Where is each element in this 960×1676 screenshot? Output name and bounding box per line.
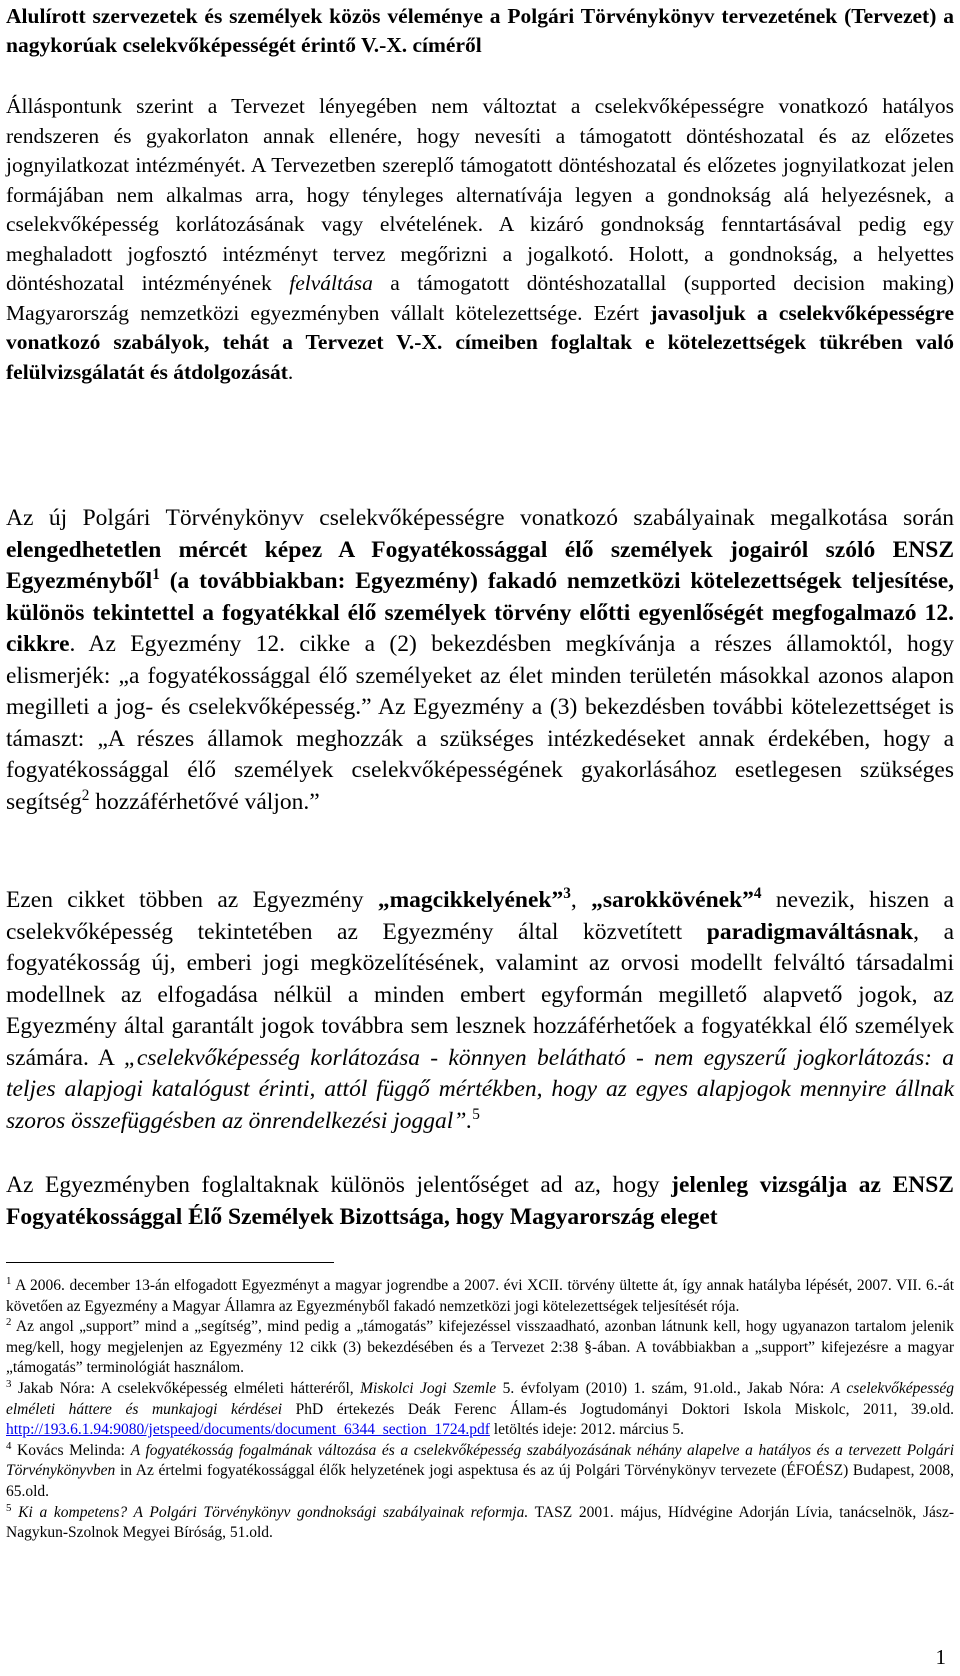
footnotes bbox=[6, 1276, 954, 1544]
footnote-5 bbox=[6, 1503, 954, 1544]
footnote-3-number: 3 bbox=[6, 1377, 12, 1390]
footnote-2-number: 2 bbox=[6, 1316, 12, 1329]
document-title: Alulírott szervezetek és személyek közös véleménye a Polgári Törvénykönyv tervezetének (Tervezet) a nagykorúak cselekvőképességét érintő V.-X. címéről bbox=[6, 4, 954, 57]
footnote-3-text-c: PhD értekezés Deák Ferenc Állam-és Jogtudományi Doktori Iskola Miskolc, 2011, 39.old. bbox=[282, 1400, 954, 1418]
footnote-3-text-a: Jakab Nóra: A cselekvőképesség elméleti hátteréről, bbox=[11, 1379, 361, 1397]
footnote-1 bbox=[6, 1276, 954, 1317]
p2-bold-1: elengedhetetlen mércét képez A Fogyatékossággal élő személyek jogairól szóló ENSZ Egyezményből bbox=[6, 536, 954, 594]
p1-text-c: . bbox=[287, 359, 294, 384]
footnote-4-number: 4 bbox=[6, 1439, 12, 1452]
p1-text-b: a támogatott döntéshozatallal (supported decision making) Magyarország nemzetközi egyezményben vállalt kötelezettsége. Ezért bbox=[6, 271, 954, 325]
footnote-2-text: Az angol „support” mind a „segítség”, mind pedig a „támogatás” kifejezéssel visszaadható, azonban látnunk kell, hogy ugyanazon tartalom jelenik meg/kell, hogy megjelenjen az Egyezmény 12 cikk (3) bekezdésében és a Tervezet 2:38 §-ában. A továbbiakban a „support” kifejezésre a magyar „támogatás” terminológiát használom. bbox=[6, 1318, 954, 1377]
p1-text-a: Álláspontunk szerint a Tervezet lényegében nem változtat a cselekvőképességre vonatkozó hatályos rendszeren és gyakorlaton annak ellenére, hogy nevesíti a támogatott döntéshozatal és az előzetes jognyilatkozat intézményét. A Tervezetben szereplő támogatott döntéshozatal és előzetes jognyilatkozat jelen formájában nem alkalmas arra, hogy tényleges alternatívája legyen a gondnokság alá helyezésnek, a cselekvőképesség korlátozásának vagy elvételének. A kizáró gondnokság fenntartásával pedig egy meghaladott jogfosztó intézményt tervez megőrizni a jogalkotó. Holott, a gondnokság, a helyettes döntéshozatal intézményének bbox=[6, 94, 954, 295]
footnote-1-number: 1 bbox=[6, 1274, 12, 1287]
footnote-ref-1[interactable]: 1 bbox=[152, 566, 160, 584]
p4-text-a: Az Egyezményben foglaltaknak különös jelentőséget ad az, hogy bbox=[6, 1172, 672, 1198]
footnote-3 bbox=[6, 1379, 954, 1441]
p1-bold-1: javasoljuk a cselekvőképességre vonatkozó szabályok, tehát a Tervezet V.-X. címeiben foglaltak e kötelezettségek tükrében való felülvizsgálatát és átdolgozását bbox=[6, 300, 954, 384]
footnote-3-text-b: 5. évfolyam (2010) 1. szám, 91.old., Jakab Nóra: bbox=[496, 1379, 831, 1397]
footnote-5-text-b: TASZ 2001. május, Hídvégine Adorján Lívia, tanácselnök, Jász-Nagykun-Szolnok Megyei Bíróság, 51.old. bbox=[6, 1503, 954, 1542]
footnote-ref-3[interactable]: 3 bbox=[563, 885, 571, 903]
footnote-2 bbox=[6, 1317, 954, 1379]
p3-bold-1: „magcikkelyének” bbox=[377, 887, 564, 913]
footnote-4-text-b: in Az értelmi fogyatékossággal élők helyzetének jogi aspektusa és az új Polgári Törvénykönyv tervezete (ÉFOÉSZ) Budapest, 2008, 65.old. bbox=[6, 1462, 954, 1500]
p1-italic-1: felváltása bbox=[289, 271, 373, 295]
p4-bold-1: jelenleg vizsgálja az ENSZ Fogyatékossággal Élő Személyek Bizottsága, hogy Magyarország eleget bbox=[6, 1172, 954, 1230]
paragraph-1 bbox=[6, 92, 954, 387]
p3-text-b: , bbox=[570, 887, 592, 913]
paragraph-3 bbox=[6, 885, 954, 1137]
p3-text-a: Ezen cikket többen az Egyezmény bbox=[6, 887, 378, 913]
paragraph-4 bbox=[6, 1170, 954, 1233]
footnote-4-title: A fogyatékosság fogalmának változása és a cselekvőképesség szabályozásának néhány alapelve a hatályos és a tervezett Polgári Törvénykönyvben bbox=[6, 1441, 954, 1480]
footnote-4-text-a: Kovács Melinda: bbox=[11, 1441, 131, 1459]
footnote-ref-4[interactable]: 4 bbox=[753, 885, 762, 903]
footnote-ref-2[interactable]: 2 bbox=[81, 786, 90, 804]
page-number: 1 bbox=[935, 1645, 946, 1669]
p3-text-c: nevezik, hiszen a cselekvőképesség tekintetében az Egyezmény által közvetített bbox=[6, 887, 954, 945]
footnote-5-number: 5 bbox=[6, 1501, 12, 1514]
footnote-3-journal: Miskolci Jogi Szemle bbox=[360, 1379, 497, 1397]
paragraph-2 bbox=[6, 503, 954, 818]
footnote-ref-5[interactable]: 5 bbox=[472, 1105, 480, 1123]
footnote-3-thesis-title: A cselekvőképesség elméleti háttere és munkajogi kérdései bbox=[6, 1379, 954, 1418]
p2-text-c: hozzáférhetővé váljon.” bbox=[89, 788, 320, 815]
p2-bold-2: (a továbbiakban: Egyezmény) fakadó nemzetközi kötelezettségek teljesítése, különös tekintettel a fogyatékkal élő személyek törvény előtti egyenlőségét megfogalmazó 12. cikkre bbox=[6, 568, 954, 657]
footnote-4 bbox=[6, 1441, 954, 1503]
footnote-5-title: Ki a kompetens? A Polgári Törvénykönyv gondnoksági szabályainak reformja. bbox=[11, 1503, 529, 1521]
footnote-separator bbox=[6, 1262, 334, 1263]
p3-text-d: , a fogyatékosság új, emberi jogi megközelítésének, valamint az orvosi modellt felváltó társadalmi modellnek az elfogadása nélkül a minden embert egyformán megillető alapvető jogok, az Egyezmény által garantált jogok továbbra sem lesznek hozzáférhetőek a fogyatékkal élő személyek számára. A bbox=[6, 918, 954, 1071]
p3-bold-2: „sarokkövének” bbox=[591, 887, 754, 913]
footnote-3-link[interactable]: http://193.6.1.94:9080/jetspeed/documents/document_6344_section_1724.pdf bbox=[6, 1421, 490, 1439]
footnote-3-text-d: letöltés ideje: 2012. március 5. bbox=[489, 1421, 685, 1439]
footnote-1-text: A 2006. december 13-án elfogadott Egyezményt a magyar jogrendbe a 2007. évi XCII. törvény ültette át, így annak hatályba lépését, 2007. VII. 6.-át követően az Egyezmény a Magyar Államra az Egyezményből fakadó nemzetközi jogi kötelezettségek teljesítését rója. bbox=[6, 1277, 954, 1315]
p2-text-a: Az új Polgári Törvénykönyv cselekvőképességre vonatkozó szabályainak megalkotása során bbox=[6, 505, 954, 531]
p3-italic-quote: „cselekvőképesség korlátozása - könnyen belátható - nem egyszerű jogkorlátozás: a teljes alapjogi katalógust érinti, attól függő mértékben, hogy az egyes alapjogok mennyire állnak szoros összefüggésben az önrendelkezési joggal”. bbox=[6, 1044, 954, 1134]
p2-text-b: . Az Egyezmény 12. cikke a (2) bekezdésben megkívánja a részes államoktól, hogy elismerjék: „a fogyatékossággal élő személyeket az élet minden területén másokkal azonos alapon megilleti a jog- és cselekvőképesség.” Az Egyezmény a (3) bekezdésben további kötelezettséget is támaszt: „A részes államok meghozzák a szükséges intézkedéseket annak érdekében, hogy a fogyatékossággal élő személyek cselekvőképességének gyakorlásához esetlegesen szükséges segítség bbox=[6, 631, 954, 815]
p3-bold-3: paradigmaváltásnak bbox=[706, 918, 914, 945]
